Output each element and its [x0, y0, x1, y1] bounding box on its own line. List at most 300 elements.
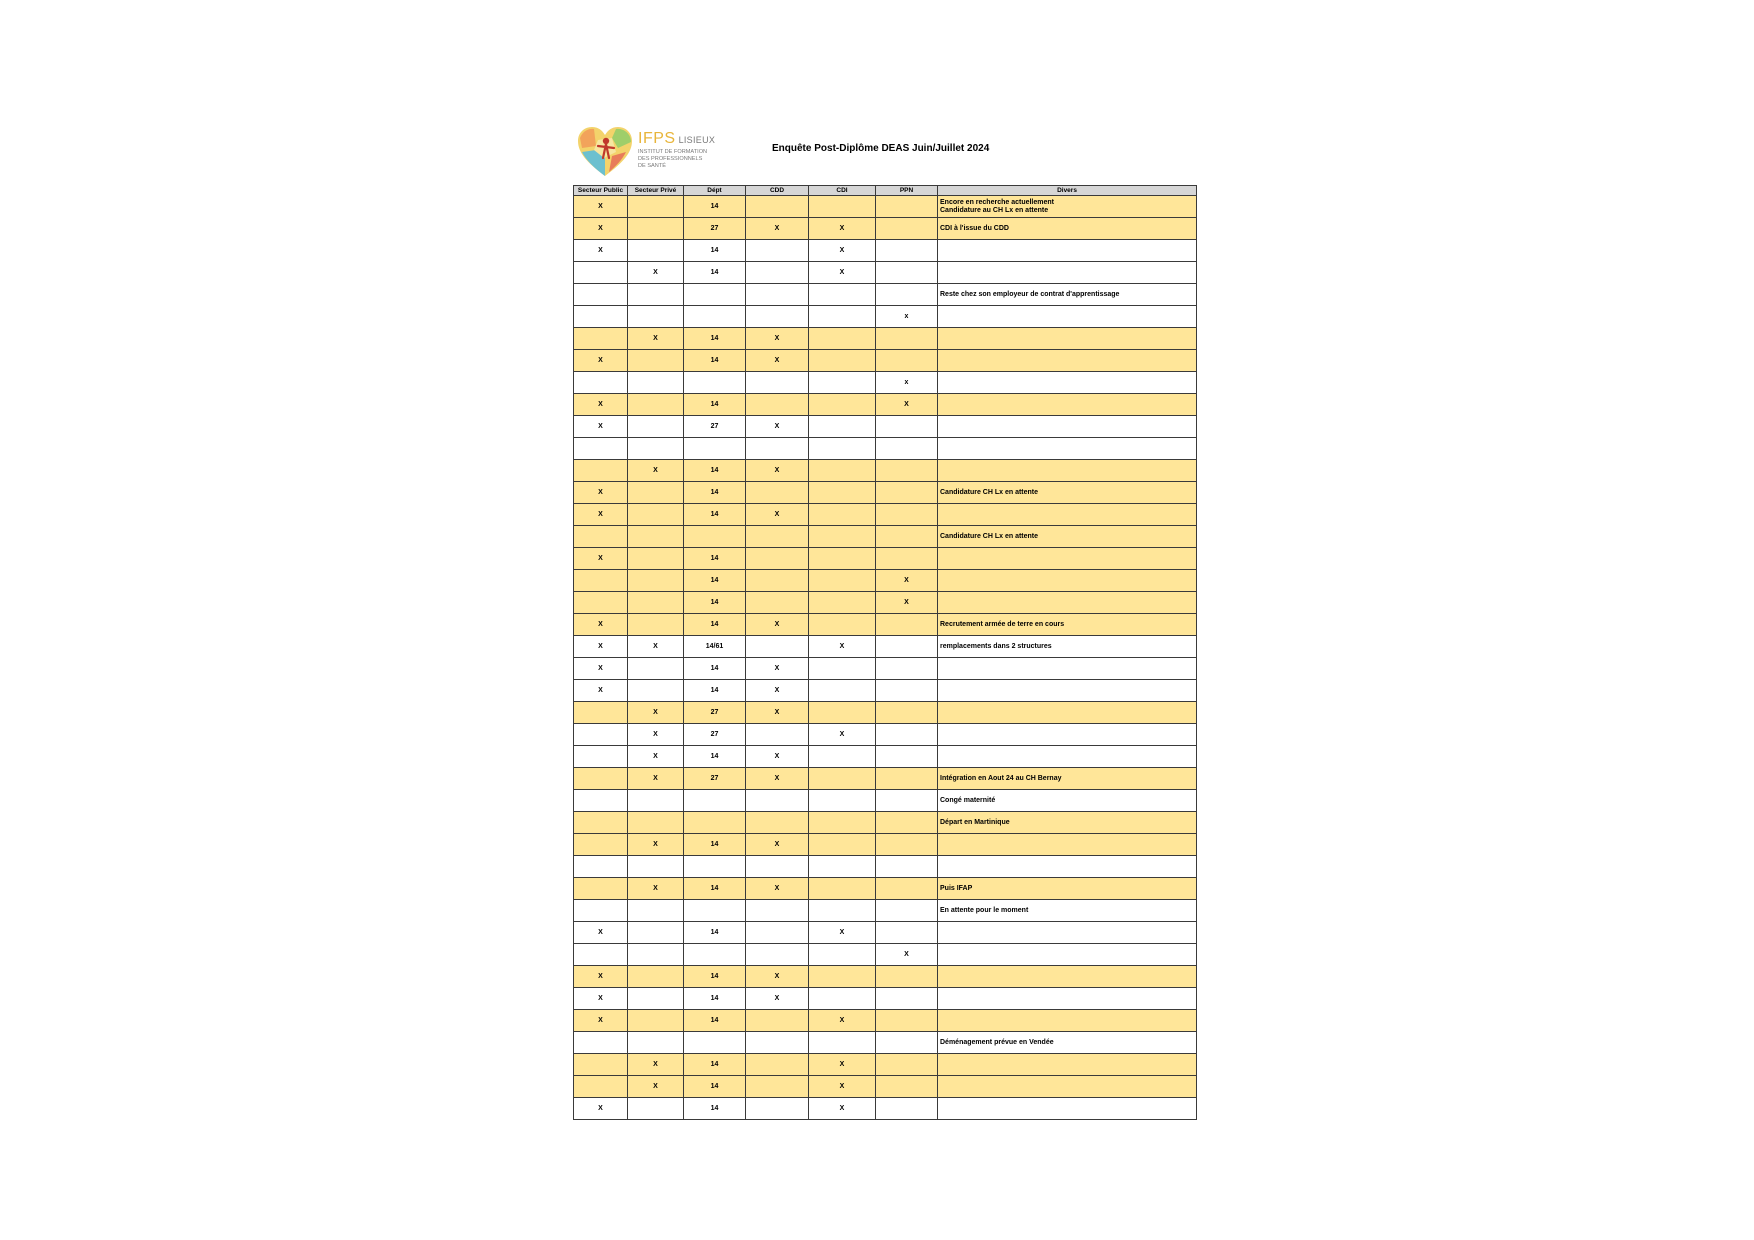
cell-ppn: [876, 1076, 938, 1098]
cell-cdd: [746, 306, 809, 328]
cell-divers: [938, 658, 1197, 680]
cell-cdd: [746, 262, 809, 284]
cell-secteur-public: X: [574, 504, 628, 526]
cell-ppn: [876, 834, 938, 856]
cell-dept: 27: [684, 416, 746, 438]
logo-ifps-text: IFPS: [638, 130, 676, 147]
cell-divers: [938, 460, 1197, 482]
cell-ppn: [876, 1010, 938, 1032]
cell-secteur-prive: X: [628, 724, 684, 746]
cell-ppn: [876, 856, 938, 878]
cell-secteur-prive: [628, 240, 684, 262]
cell-secteur-prive: X: [628, 262, 684, 284]
cell-cdd: X: [746, 504, 809, 526]
cell-ppn: [876, 878, 938, 900]
cell-secteur-public: X: [574, 658, 628, 680]
cell-dept: 14: [684, 658, 746, 680]
cell-secteur-prive: [628, 592, 684, 614]
cell-secteur-public: [574, 812, 628, 834]
cell-divers: [938, 680, 1197, 702]
cell-ppn: [876, 1098, 938, 1120]
cell-ppn: [876, 350, 938, 372]
cell-cdd: X: [746, 988, 809, 1010]
cell-ppn: x: [876, 306, 938, 328]
table-row: [574, 262, 1197, 284]
cell-cdi: [809, 438, 876, 460]
cell-secteur-prive: [628, 306, 684, 328]
cell-divers: Encore en recherche actuellement Candidature au CH Lx en attente: [938, 196, 1197, 218]
cell-dept: 27: [684, 768, 746, 790]
cell-divers: [938, 702, 1197, 724]
cell-dept: 27: [684, 218, 746, 240]
cell-divers: [938, 1054, 1197, 1076]
cell-cdi: [809, 1032, 876, 1054]
cell-divers: [938, 922, 1197, 944]
cell-cdd: [746, 1032, 809, 1054]
cell-secteur-prive: X: [628, 768, 684, 790]
cell-cdi: [809, 746, 876, 768]
cell-dept: 14: [684, 680, 746, 702]
cell-secteur-public: X: [574, 922, 628, 944]
table-row: [574, 636, 1197, 658]
cell-secteur-prive: [628, 394, 684, 416]
table-row: [574, 812, 1197, 834]
cell-ppn: [876, 922, 938, 944]
table-row: [574, 988, 1197, 1010]
cell-ppn: [876, 504, 938, 526]
table-row: [574, 394, 1197, 416]
cell-secteur-prive: [628, 350, 684, 372]
cell-cdi: [809, 592, 876, 614]
col-header-cdd: CDD: [746, 186, 809, 196]
cell-cdd: X: [746, 328, 809, 350]
table-row: [574, 1098, 1197, 1120]
cell-dept: 14: [684, 482, 746, 504]
cell-secteur-public: X: [574, 350, 628, 372]
cell-dept: [684, 438, 746, 460]
document-title: Enquête Post-Diplôme DEAS Juin/Juillet 2024: [772, 143, 990, 154]
cell-secteur-prive: X: [628, 460, 684, 482]
cell-divers: [938, 1098, 1197, 1120]
cell-secteur-prive: [628, 504, 684, 526]
cell-ppn: [876, 196, 938, 218]
cell-dept: 14/61: [684, 636, 746, 658]
cell-ppn: [876, 900, 938, 922]
cell-divers: [938, 570, 1197, 592]
table-row: [574, 790, 1197, 812]
cell-cdd: [746, 790, 809, 812]
cell-cdi: [809, 900, 876, 922]
cell-cdd: [746, 548, 809, 570]
cell-cdd: X: [746, 878, 809, 900]
cell-secteur-public: X: [574, 680, 628, 702]
cell-cdi: X: [809, 1054, 876, 1076]
cell-dept: [684, 790, 746, 812]
cell-dept: 14: [684, 746, 746, 768]
cell-cdd: [746, 284, 809, 306]
cell-dept: 14: [684, 1010, 746, 1032]
col-header-cdi: CDI: [809, 186, 876, 196]
cell-secteur-public: X: [574, 988, 628, 1010]
cell-divers: [938, 1010, 1197, 1032]
cell-secteur-prive: X: [628, 746, 684, 768]
cell-dept: 14: [684, 350, 746, 372]
logo-subtitle: [638, 149, 748, 170]
cell-dept: [684, 812, 746, 834]
cell-cdd: [746, 1098, 809, 1120]
cell-divers: [938, 328, 1197, 350]
table-row: [574, 746, 1197, 768]
cell-secteur-public: [574, 702, 628, 724]
cell-divers: En attente pour le moment: [938, 900, 1197, 922]
cell-cdi: X: [809, 724, 876, 746]
cell-secteur-public: X: [574, 614, 628, 636]
table-row: [574, 768, 1197, 790]
cell-secteur-prive: X: [628, 834, 684, 856]
cell-dept: 14: [684, 504, 746, 526]
cell-secteur-prive: [628, 526, 684, 548]
cell-dept: 14: [684, 966, 746, 988]
cell-secteur-prive: X: [628, 1076, 684, 1098]
cell-ppn: [876, 262, 938, 284]
cell-cdi: [809, 328, 876, 350]
cell-cdi: [809, 504, 876, 526]
col-header-secteur-public: Secteur Public: [574, 186, 628, 196]
logo-subtitle-line: INSTITUT DE FORMATION: [638, 149, 708, 155]
cell-secteur-prive: [628, 680, 684, 702]
cell-cdd: [746, 922, 809, 944]
table-row: [574, 504, 1197, 526]
cell-ppn: X: [876, 394, 938, 416]
cell-secteur-public: [574, 746, 628, 768]
cell-cdi: [809, 834, 876, 856]
cell-divers: [938, 394, 1197, 416]
cell-cdd: [746, 592, 809, 614]
table-row: [574, 1010, 1197, 1032]
table-row: [574, 1076, 1197, 1098]
cell-cdd: [746, 724, 809, 746]
cell-cdi: [809, 350, 876, 372]
cell-ppn: [876, 240, 938, 262]
document-header: [576, 126, 1191, 178]
cell-ppn: [876, 526, 938, 548]
cell-secteur-prive: X: [628, 328, 684, 350]
cell-secteur-public: X: [574, 636, 628, 658]
cell-cdd: [746, 526, 809, 548]
cell-secteur-public: X: [574, 218, 628, 240]
cell-secteur-public: [574, 900, 628, 922]
table-row: [574, 482, 1197, 504]
cell-divers: [938, 416, 1197, 438]
cell-secteur-public: X: [574, 966, 628, 988]
cell-divers: [938, 548, 1197, 570]
cell-secteur-prive: [628, 218, 684, 240]
cell-cdi: [809, 196, 876, 218]
cell-ppn: [876, 284, 938, 306]
table-row: [574, 834, 1197, 856]
cell-dept: 14: [684, 262, 746, 284]
cell-divers: [938, 592, 1197, 614]
cell-dept: 14: [684, 1054, 746, 1076]
cell-cdi: X: [809, 636, 876, 658]
cell-cdi: [809, 702, 876, 724]
cell-ppn: [876, 702, 938, 724]
table-header-row: [574, 186, 1197, 196]
cell-divers: Intégration en Aout 24 au CH Bernay: [938, 768, 1197, 790]
cell-ppn: [876, 482, 938, 504]
cell-secteur-public: X: [574, 548, 628, 570]
cell-secteur-prive: [628, 988, 684, 1010]
cell-cdd: X: [746, 746, 809, 768]
table-row: [574, 658, 1197, 680]
ifps-logo: [576, 126, 736, 178]
table-row: [574, 922, 1197, 944]
cell-divers: Reste chez son employeur de contrat d'apprentissage: [938, 284, 1197, 306]
cell-cdd: [746, 1010, 809, 1032]
cell-cdd: X: [746, 460, 809, 482]
cell-secteur-public: [574, 306, 628, 328]
cell-dept: 14: [684, 1076, 746, 1098]
cell-divers: Puis IFAP: [938, 878, 1197, 900]
cell-cdd: X: [746, 702, 809, 724]
table-row: [574, 416, 1197, 438]
cell-divers: [938, 724, 1197, 746]
cell-cdi: [809, 768, 876, 790]
cell-ppn: X: [876, 592, 938, 614]
table-row: [574, 240, 1197, 262]
cell-secteur-prive: [628, 966, 684, 988]
cell-cdd: [746, 394, 809, 416]
table-row: [574, 1032, 1197, 1054]
cell-secteur-public: X: [574, 394, 628, 416]
cell-cdd: [746, 944, 809, 966]
cell-secteur-public: [574, 1032, 628, 1054]
cell-divers: Départ en Martinique: [938, 812, 1197, 834]
cell-secteur-public: [574, 944, 628, 966]
heart-logo-icon: [576, 126, 634, 178]
cell-cdi: [809, 988, 876, 1010]
cell-secteur-public: [574, 724, 628, 746]
cell-divers: [938, 262, 1197, 284]
cell-divers: [938, 1076, 1197, 1098]
cell-secteur-prive: [628, 284, 684, 306]
cell-cdd: [746, 482, 809, 504]
table-row: [574, 306, 1197, 328]
cell-dept: [684, 306, 746, 328]
cell-ppn: [876, 218, 938, 240]
cell-divers: [938, 988, 1197, 1010]
cell-ppn: [876, 460, 938, 482]
cell-divers: [938, 944, 1197, 966]
table-row: [574, 944, 1197, 966]
cell-ppn: [876, 790, 938, 812]
table-row: [574, 1054, 1197, 1076]
cell-secteur-public: X: [574, 416, 628, 438]
cell-dept: 27: [684, 724, 746, 746]
cell-secteur-public: [574, 878, 628, 900]
cell-secteur-public: [574, 856, 628, 878]
cell-cdi: [809, 460, 876, 482]
table-row: [574, 526, 1197, 548]
cell-secteur-public: [574, 570, 628, 592]
cell-ppn: [876, 1054, 938, 1076]
cell-cdd: [746, 438, 809, 460]
cell-cdi: X: [809, 922, 876, 944]
cell-ppn: [876, 988, 938, 1010]
table-row: [574, 218, 1197, 240]
cell-secteur-public: X: [574, 196, 628, 218]
cell-ppn: [876, 746, 938, 768]
cell-cdi: [809, 966, 876, 988]
cell-divers: [938, 240, 1197, 262]
cell-cdi: [809, 944, 876, 966]
cell-divers: Déménagement prévue en Vendée: [938, 1032, 1197, 1054]
cell-secteur-prive: [628, 416, 684, 438]
cell-secteur-prive: [628, 900, 684, 922]
table-row: [574, 548, 1197, 570]
table-row: [574, 614, 1197, 636]
cell-divers: CDI à l'issue du CDD: [938, 218, 1197, 240]
cell-cdd: [746, 372, 809, 394]
cell-cdd: [746, 1076, 809, 1098]
cell-cdi: [809, 812, 876, 834]
cell-cdd: X: [746, 966, 809, 988]
cell-divers: [938, 438, 1197, 460]
cell-secteur-prive: [628, 196, 684, 218]
cell-cdi: [809, 526, 876, 548]
logo-name: [638, 130, 715, 148]
cell-secteur-prive: [628, 944, 684, 966]
cell-dept: [684, 372, 746, 394]
table-row: [574, 724, 1197, 746]
cell-cdi: X: [809, 240, 876, 262]
survey-table: [573, 185, 1197, 1120]
cell-cdd: [746, 636, 809, 658]
table-row: [574, 680, 1197, 702]
logo-subtitle-line: DE SANTÉ: [638, 163, 666, 169]
cell-ppn: [876, 724, 938, 746]
cell-ppn: [876, 680, 938, 702]
cell-cdd: X: [746, 350, 809, 372]
col-header-secteur-prive: Secteur Privé: [628, 186, 684, 196]
cell-dept: 14: [684, 328, 746, 350]
cell-secteur-prive: [628, 1098, 684, 1120]
cell-ppn: [876, 614, 938, 636]
cell-dept: 14: [684, 196, 746, 218]
cell-cdi: [809, 856, 876, 878]
cell-divers: remplacements dans 2 structures: [938, 636, 1197, 658]
cell-cdd: [746, 856, 809, 878]
cell-ppn: [876, 1032, 938, 1054]
table-row: [574, 570, 1197, 592]
cell-cdi: [809, 878, 876, 900]
cell-secteur-public: X: [574, 1098, 628, 1120]
cell-cdi: [809, 284, 876, 306]
col-header-dept: Dépt: [684, 186, 746, 196]
cell-secteur-prive: [628, 372, 684, 394]
cell-secteur-prive: [628, 922, 684, 944]
cell-dept: 14: [684, 592, 746, 614]
cell-cdi: [809, 680, 876, 702]
cell-ppn: [876, 658, 938, 680]
cell-dept: [684, 856, 746, 878]
cell-ppn: [876, 636, 938, 658]
cell-cdi: [809, 658, 876, 680]
table-row: [574, 592, 1197, 614]
cell-secteur-public: [574, 1054, 628, 1076]
table-row: [574, 856, 1197, 878]
cell-secteur-public: X: [574, 1010, 628, 1032]
cell-cdd: X: [746, 658, 809, 680]
cell-ppn: X: [876, 944, 938, 966]
cell-dept: [684, 526, 746, 548]
cell-secteur-prive: [628, 856, 684, 878]
cell-cdi: X: [809, 1010, 876, 1032]
cell-secteur-public: [574, 768, 628, 790]
cell-divers: [938, 966, 1197, 988]
table-row: [574, 350, 1197, 372]
cell-secteur-public: [574, 790, 628, 812]
cell-cdd: [746, 812, 809, 834]
cell-cdd: [746, 900, 809, 922]
table-row: [574, 702, 1197, 724]
cell-divers: Candidature CH Lx en attente: [938, 482, 1197, 504]
cell-dept: 14: [684, 460, 746, 482]
cell-cdi: [809, 306, 876, 328]
cell-dept: 14: [684, 1098, 746, 1120]
cell-secteur-public: [574, 284, 628, 306]
cell-cdd: X: [746, 614, 809, 636]
cell-dept: [684, 900, 746, 922]
cell-secteur-public: [574, 460, 628, 482]
cell-secteur-public: [574, 526, 628, 548]
cell-secteur-prive: [628, 1010, 684, 1032]
cell-cdi: [809, 548, 876, 570]
cell-secteur-public: [574, 262, 628, 284]
cell-secteur-prive: [628, 812, 684, 834]
cell-secteur-prive: [628, 570, 684, 592]
cell-cdi: [809, 570, 876, 592]
cell-secteur-public: [574, 438, 628, 460]
cell-divers: [938, 856, 1197, 878]
cell-secteur-public: [574, 834, 628, 856]
table-row: [574, 328, 1197, 350]
cell-ppn: [876, 438, 938, 460]
cell-dept: 14: [684, 570, 746, 592]
cell-secteur-public: [574, 372, 628, 394]
cell-secteur-prive: [628, 548, 684, 570]
cell-cdi: [809, 482, 876, 504]
cell-cdd: [746, 570, 809, 592]
cell-cdi: [809, 416, 876, 438]
table-row: [574, 900, 1197, 922]
cell-cdi: X: [809, 218, 876, 240]
cell-dept: 14: [684, 988, 746, 1010]
cell-dept: [684, 944, 746, 966]
cell-ppn: x: [876, 372, 938, 394]
table-row: [574, 196, 1197, 218]
cell-secteur-prive: X: [628, 702, 684, 724]
cell-secteur-public: [574, 1076, 628, 1098]
cell-cdd: X: [746, 680, 809, 702]
cell-secteur-prive: X: [628, 878, 684, 900]
table-row: [574, 438, 1197, 460]
logo-subtitle-line: DES PROFESSIONNELS: [638, 156, 703, 162]
cell-cdd: X: [746, 218, 809, 240]
cell-secteur-public: X: [574, 482, 628, 504]
cell-secteur-public: X: [574, 240, 628, 262]
cell-dept: 14: [684, 394, 746, 416]
